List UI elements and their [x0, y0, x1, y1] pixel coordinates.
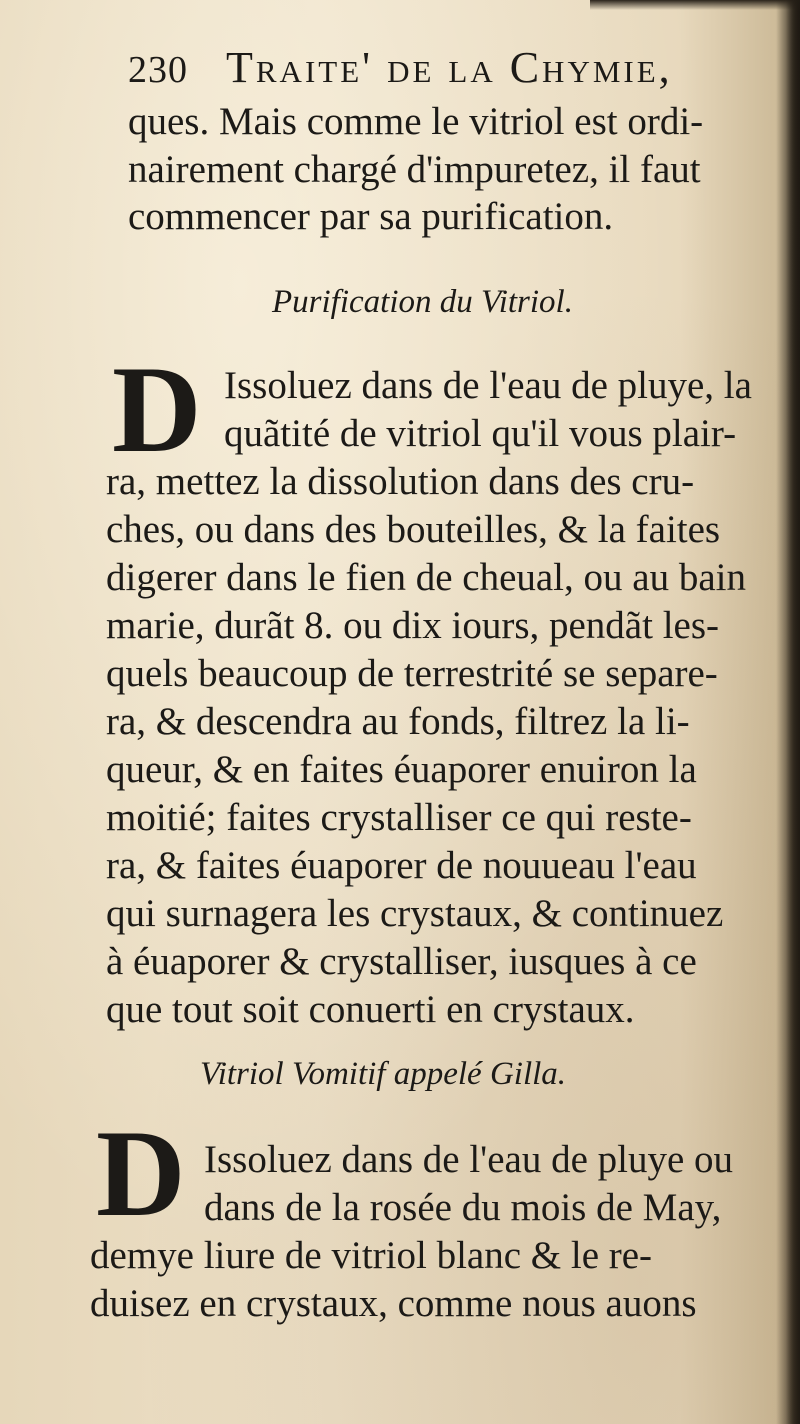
text-line: marie, durãt 8. ou dix iours, pendãt les-: [106, 604, 720, 647]
drop-cap: D: [112, 341, 202, 478]
text-line: Issoluez dans de l'eau de pluye ou: [204, 1138, 734, 1181]
text-line: ra, & faites éuaporer de nouueau l'eau: [106, 844, 697, 887]
page-number: 230: [128, 49, 188, 91]
page-top-shadow: [590, 0, 800, 10]
text-line: dans de la rosée du mois de May,: [204, 1186, 722, 1229]
text-line: ra, & descendra au fonds, filtrez la li-: [106, 700, 690, 743]
binding-edge-shadow: [786, 0, 800, 1424]
text-line: qui surnagera les crystaux, & continuez: [106, 892, 724, 935]
section-heading-purification: Purification du Vitriol.: [272, 284, 573, 320]
text-line: quãtité de vitriol qu'il vous plair-: [224, 412, 737, 455]
section-heading-vitriol-vomitif: Vitriol Vomitif appelé Gilla.: [200, 1056, 567, 1092]
text-line: demye liure de vitriol blanc & le re-: [90, 1234, 653, 1277]
text-line: duisez en crystaux, comme nous auons: [90, 1282, 697, 1325]
text-line: ches, ou dans des bouteilles, & la faites: [106, 508, 721, 551]
text-line: ra, mettez la dissolution dans des cru-: [106, 460, 695, 503]
text-line: à éuaporer & crystalliser, iusques à ce: [106, 940, 697, 983]
text-line: nairement chargé d'impuretez, il faut: [128, 148, 701, 191]
running-head: [128, 42, 768, 93]
text-line: digerer dans le fien de cheual, ou au bain: [106, 556, 746, 599]
text-line: quels beaucoup de terrestrité se separe-: [106, 652, 718, 695]
text-line: queur, & en faites éuaporer enuiron la: [106, 748, 697, 791]
running-title: Traite' de la Chymie,: [226, 43, 673, 92]
text-line: moitié; faites crystalliser ce qui reste-: [106, 796, 692, 839]
drop-cap: D: [96, 1105, 186, 1242]
text-line: que tout soit conuerti en crystaux.: [106, 988, 635, 1031]
text-line: commencer par sa purification.: [128, 195, 614, 238]
text-line: ques. Mais comme le vitriol est ordi-: [128, 100, 704, 143]
text-line: Issoluez dans de l'eau de pluye, la: [224, 364, 752, 407]
